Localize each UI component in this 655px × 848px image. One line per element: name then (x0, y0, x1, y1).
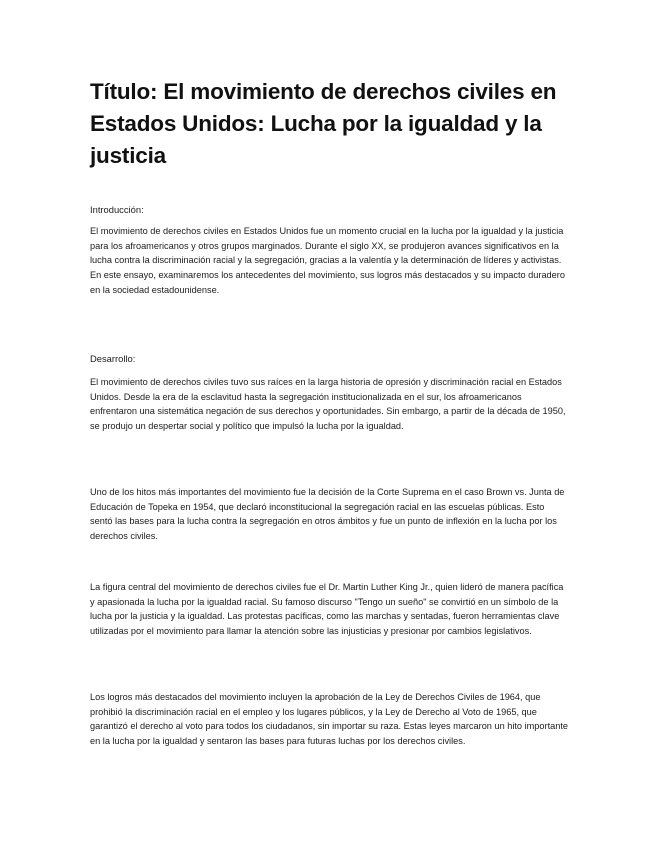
intro-heading: Introducción: (90, 204, 144, 215)
body-heading: Desarrollo: (90, 353, 136, 364)
intro-paragraph: El movimiento de derechos civiles en Estados Unidos fue un momento crucial en la lucha por la igualdad y la justicia para los afroamericanos y otros grupos marginados. Durante el siglo XX, se produjeron avances significativos en la lucha contra la discriminación racial y la segregación, gracias a la valentía y la determinación de líderes y activistas. En este ensayo, examinaremos los antecedentes del movimiento, sus logros más destacados y su impacto duradero en la sociedad estadounidense. (90, 226, 565, 295)
body-paragraph-3: La figura central del movimiento de derechos civiles fue el Dr. Martin Luther King Jr., quien lideró de manera pacífica y apasionada la lucha por la igualdad racial. Su famoso discurso "Tengo un sueño" se convirtió en un símbolo de la lucha por la justicia y la igualdad. Las protestas pacíficas, como las marchas y sentadas, fueron herramientas clave utilizadas por el movimiento para llamar la atención sobre las injusticias y presionar por cambios legislativos. (90, 582, 564, 637)
document-title: Título: El movimiento de derechos civiles en Estados Unidos: Lucha por la igualdad y la justicia (90, 79, 557, 168)
body-paragraph-2: Uno de los hitos más importantes del movimiento fue la decisión de la Corte Suprema en el caso Brown vs. Junta de Educación de Topeka en 1954, que declaró inconstitucional la segregación racial en las escuelas públicas. Esto sentó las bases para la lucha contra la segregación en otros ámbitos y fue un punto de inflexión en la lucha por los derechos civiles. (90, 487, 565, 542)
body-paragraph-1: El movimiento de derechos civiles tuvo sus raíces en la larga historia de opresión y discriminación racial en Estados Unidos. Desde la era de la esclavitud hasta la segregación institucionalizada en el sur, los afroamericanos enfrentaron una sistemática negación de sus derechos y oportunidades. Sin embargo, a partir de la década de 1950, se produjo un despertar social y político que impulsó la lucha por la igualdad. (90, 377, 566, 432)
body-paragraph-4: Los logros más destacados del movimiento incluyen la aprobación de la Ley de Derechos Civiles de 1964, que prohibió la discriminación racial en el empleo y los lugares públicos, y la Ley de Derecho al Voto de 1965, que garantizó el derecho al voto para todos los ciudadanos, sin importar su raza. Estas leyes marcaron un hito importante en la lucha por la igualdad y sentaron las bases para futuras luchas por los derechos civiles. (90, 692, 569, 747)
